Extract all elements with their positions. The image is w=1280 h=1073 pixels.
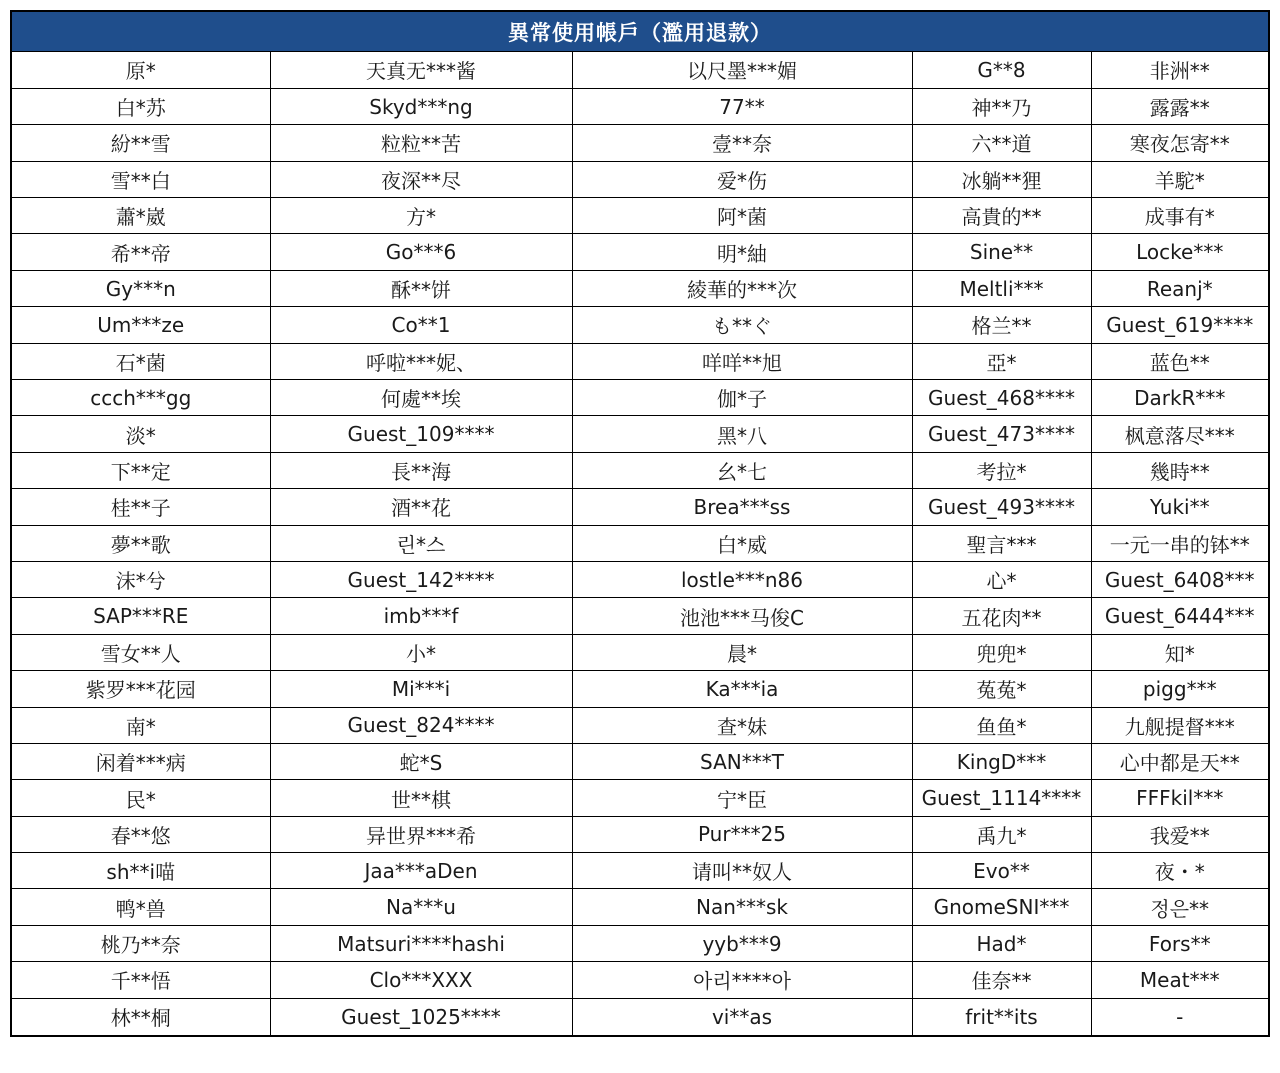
table-row bbox=[12, 416, 1268, 452]
account-cell: Guest_493**** bbox=[912, 489, 1091, 525]
account-cell: 幺*七 bbox=[572, 452, 912, 488]
account-cell: 查*妹 bbox=[572, 707, 912, 743]
account-cell: 淡* bbox=[12, 416, 270, 452]
account-cell: 枫意落尽*** bbox=[1091, 416, 1268, 452]
table-row bbox=[12, 707, 1268, 743]
account-cell: Evo** bbox=[912, 853, 1091, 889]
table-row bbox=[12, 743, 1268, 779]
account-cell: Guest_1025**** bbox=[270, 998, 572, 1034]
account-cell: 请叫**奴人 bbox=[572, 853, 912, 889]
account-cell: 石*菌 bbox=[12, 343, 270, 379]
account-cell: 我爱** bbox=[1091, 816, 1268, 852]
account-cell: Guest_619**** bbox=[1091, 307, 1268, 343]
account-cell: Guest_6408*** bbox=[1091, 561, 1268, 597]
account-cell: 民* bbox=[12, 780, 270, 816]
account-cell: 原* bbox=[12, 52, 270, 88]
account-cell: 羊駝* bbox=[1091, 161, 1268, 197]
account-cell: 明*紬 bbox=[572, 234, 912, 270]
account-cell: 格兰** bbox=[912, 307, 1091, 343]
account-cell: 幾時** bbox=[1091, 452, 1268, 488]
account-cell: lostle***n86 bbox=[572, 561, 912, 597]
account-cell: 桂**子 bbox=[12, 489, 270, 525]
account-cell: Had* bbox=[912, 925, 1091, 961]
account-cell: 린*스 bbox=[270, 525, 572, 561]
account-cell: 蓝色** bbox=[1091, 343, 1268, 379]
account-cell: 兜兜* bbox=[912, 634, 1091, 670]
account-cell: 小* bbox=[270, 634, 572, 670]
account-cell: Guest_468**** bbox=[912, 380, 1091, 416]
sheet-title: 異常使用帳戶（濫用退款） bbox=[12, 12, 1268, 52]
account-cell: Guest_1114**** bbox=[912, 780, 1091, 816]
account-cell: Nan***sk bbox=[572, 889, 912, 925]
account-cell: 雪女**人 bbox=[12, 634, 270, 670]
account-cell: 方* bbox=[270, 198, 572, 234]
account-cell: vi**as bbox=[572, 998, 912, 1034]
account-cell: 夢**歌 bbox=[12, 525, 270, 561]
account-cell: 世**棋 bbox=[270, 780, 572, 816]
account-cell: 紛**雪 bbox=[12, 125, 270, 161]
account-cell: 聖言*** bbox=[912, 525, 1091, 561]
account-cell: 心* bbox=[912, 561, 1091, 597]
account-cell: frit**its bbox=[912, 998, 1091, 1034]
account-cell: 白*苏 bbox=[12, 88, 270, 124]
account-cell: 异世界***希 bbox=[270, 816, 572, 852]
account-cell: 77** bbox=[572, 88, 912, 124]
account-cell: Pur***25 bbox=[572, 816, 912, 852]
account-cell: 非洲** bbox=[1091, 52, 1268, 88]
account-cell: 綾華的***次 bbox=[572, 270, 912, 306]
table-row bbox=[12, 525, 1268, 561]
table-row bbox=[12, 634, 1268, 670]
table-row bbox=[12, 816, 1268, 852]
account-cell: 池池***马俊C bbox=[572, 598, 912, 634]
account-cell: GnomeSNI*** bbox=[912, 889, 1091, 925]
account-cell: ccch***gg bbox=[12, 380, 270, 416]
table-row bbox=[12, 270, 1268, 306]
table-row bbox=[12, 452, 1268, 488]
account-cell: DarkR*** bbox=[1091, 380, 1268, 416]
account-cell: 宁*臣 bbox=[572, 780, 912, 816]
account-cell: 闲着***病 bbox=[12, 743, 270, 779]
account-cell: FFFkil*** bbox=[1091, 780, 1268, 816]
table-row bbox=[12, 853, 1268, 889]
account-cell: 鸭*兽 bbox=[12, 889, 270, 925]
account-cell: 酒**花 bbox=[270, 489, 572, 525]
account-cell: 雪**白 bbox=[12, 161, 270, 197]
account-cell: 夜・* bbox=[1091, 853, 1268, 889]
account-cell: 南* bbox=[12, 707, 270, 743]
account-cell: も**ぐ bbox=[572, 307, 912, 343]
account-cell: 五花肉** bbox=[912, 598, 1091, 634]
account-cell: Matsuri****hashi bbox=[270, 925, 572, 961]
account-cell: Guest_824**** bbox=[270, 707, 572, 743]
account-cell: Reanj* bbox=[1091, 270, 1268, 306]
account-cell: Skyd***ng bbox=[270, 88, 572, 124]
table-row bbox=[12, 671, 1268, 707]
account-cell: imb***f bbox=[270, 598, 572, 634]
table-row bbox=[12, 307, 1268, 343]
account-cell: G**8 bbox=[912, 52, 1091, 88]
account-cell: 何處**埃 bbox=[270, 380, 572, 416]
account-cell: 長**海 bbox=[270, 452, 572, 488]
table-row bbox=[12, 489, 1268, 525]
table-row bbox=[12, 52, 1268, 88]
account-cell: 夜深**尽 bbox=[270, 161, 572, 197]
account-cell: Clo***XXX bbox=[270, 962, 572, 998]
account-cell: 九舰提督*** bbox=[1091, 707, 1268, 743]
table-row bbox=[12, 561, 1268, 597]
account-cell: 紫罗***花园 bbox=[12, 671, 270, 707]
table-row bbox=[12, 998, 1268, 1034]
account-cell: 鱼鱼* bbox=[912, 707, 1091, 743]
table-row bbox=[12, 161, 1268, 197]
account-cell: Guest_109**** bbox=[270, 416, 572, 452]
account-cell: 黑*八 bbox=[572, 416, 912, 452]
account-cell: Guest_142**** bbox=[270, 561, 572, 597]
account-cell: 桃乃**奈 bbox=[12, 925, 270, 961]
account-cell: SAP***RE bbox=[12, 598, 270, 634]
account-cell: Guest_6444*** bbox=[1091, 598, 1268, 634]
account-cell: - bbox=[1091, 998, 1268, 1034]
account-cell: 白*威 bbox=[572, 525, 912, 561]
account-cell: 爱*伤 bbox=[572, 161, 912, 197]
account-cell: 禹九* bbox=[912, 816, 1091, 852]
account-cell: Guest_473**** bbox=[912, 416, 1091, 452]
account-cell: 呼啦***妮、 bbox=[270, 343, 572, 379]
account-cell: Um***ze bbox=[12, 307, 270, 343]
account-cell: Go***6 bbox=[270, 234, 572, 270]
table-row bbox=[12, 380, 1268, 416]
table-row bbox=[12, 88, 1268, 124]
account-cell: Meltli*** bbox=[912, 270, 1091, 306]
account-cell: 壹**奈 bbox=[572, 125, 912, 161]
account-cell: 心中都是天** bbox=[1091, 743, 1268, 779]
account-cell: 天真无***酱 bbox=[270, 52, 572, 88]
table-row bbox=[12, 598, 1268, 634]
table-row bbox=[12, 780, 1268, 816]
account-cell: 아리****아 bbox=[572, 962, 912, 998]
account-cell: Brea***ss bbox=[572, 489, 912, 525]
account-cell: 成事有* bbox=[1091, 198, 1268, 234]
account-cell: KingD*** bbox=[912, 743, 1091, 779]
table-row bbox=[12, 889, 1268, 925]
account-cell: 蕭*崴 bbox=[12, 198, 270, 234]
account-cell: yyb***9 bbox=[572, 925, 912, 961]
account-cell: Meat*** bbox=[1091, 962, 1268, 998]
account-cell: 伽*子 bbox=[572, 380, 912, 416]
account-cell: 一元一串的钵** bbox=[1091, 525, 1268, 561]
account-cell: 神**乃 bbox=[912, 88, 1091, 124]
account-cell: 晨* bbox=[572, 634, 912, 670]
account-cell: Co**1 bbox=[270, 307, 572, 343]
table-row bbox=[12, 925, 1268, 961]
account-cell: 冰躺**狸 bbox=[912, 161, 1091, 197]
account-cell: 咩咩**旭 bbox=[572, 343, 912, 379]
account-cell: 寒夜怎寄** bbox=[1091, 125, 1268, 161]
account-cell: Na***u bbox=[270, 889, 572, 925]
account-cell: 六**道 bbox=[912, 125, 1091, 161]
account-cell: 千**悟 bbox=[12, 962, 270, 998]
account-cell: 春**悠 bbox=[12, 816, 270, 852]
account-cell: 佳奈** bbox=[912, 962, 1091, 998]
account-cell: Jaa***aDen bbox=[270, 853, 572, 889]
account-cell: Locke*** bbox=[1091, 234, 1268, 270]
account-cell: 阿*菌 bbox=[572, 198, 912, 234]
account-cell: 沫*兮 bbox=[12, 561, 270, 597]
account-cell: Gy***n bbox=[12, 270, 270, 306]
account-cell: Ka***ia bbox=[572, 671, 912, 707]
table-row bbox=[12, 962, 1268, 998]
account-cell: Mi***i bbox=[270, 671, 572, 707]
account-cell: 下**定 bbox=[12, 452, 270, 488]
account-cell: 蛇*S bbox=[270, 743, 572, 779]
account-cell: 林**桐 bbox=[12, 998, 270, 1034]
account-cell: 露露** bbox=[1091, 88, 1268, 124]
account-cell: Fors** bbox=[1091, 925, 1268, 961]
table-row bbox=[12, 343, 1268, 379]
account-cell: 希**帝 bbox=[12, 234, 270, 270]
account-cell: 高貴的** bbox=[912, 198, 1091, 234]
table-row bbox=[12, 125, 1268, 161]
account-cell: 粒粒**苦 bbox=[270, 125, 572, 161]
account-cell: 酥**饼 bbox=[270, 270, 572, 306]
account-cell: pigg*** bbox=[1091, 671, 1268, 707]
account-cell: sh**i喵 bbox=[12, 853, 270, 889]
account-cell: Yuki** bbox=[1091, 489, 1268, 525]
account-cell: SAN***T bbox=[572, 743, 912, 779]
abnormal-accounts-sheet bbox=[10, 10, 1270, 1037]
table-row bbox=[12, 198, 1268, 234]
accounts-table bbox=[12, 52, 1268, 1035]
accounts-table-body bbox=[12, 52, 1268, 1035]
table-row bbox=[12, 234, 1268, 270]
account-cell: 菟菟* bbox=[912, 671, 1091, 707]
account-cell: 亞* bbox=[912, 343, 1091, 379]
account-cell: 考拉* bbox=[912, 452, 1091, 488]
account-cell: 정은** bbox=[1091, 889, 1268, 925]
account-cell: 以尺墨***媚 bbox=[572, 52, 912, 88]
account-cell: 知* bbox=[1091, 634, 1268, 670]
account-cell: Sine** bbox=[912, 234, 1091, 270]
